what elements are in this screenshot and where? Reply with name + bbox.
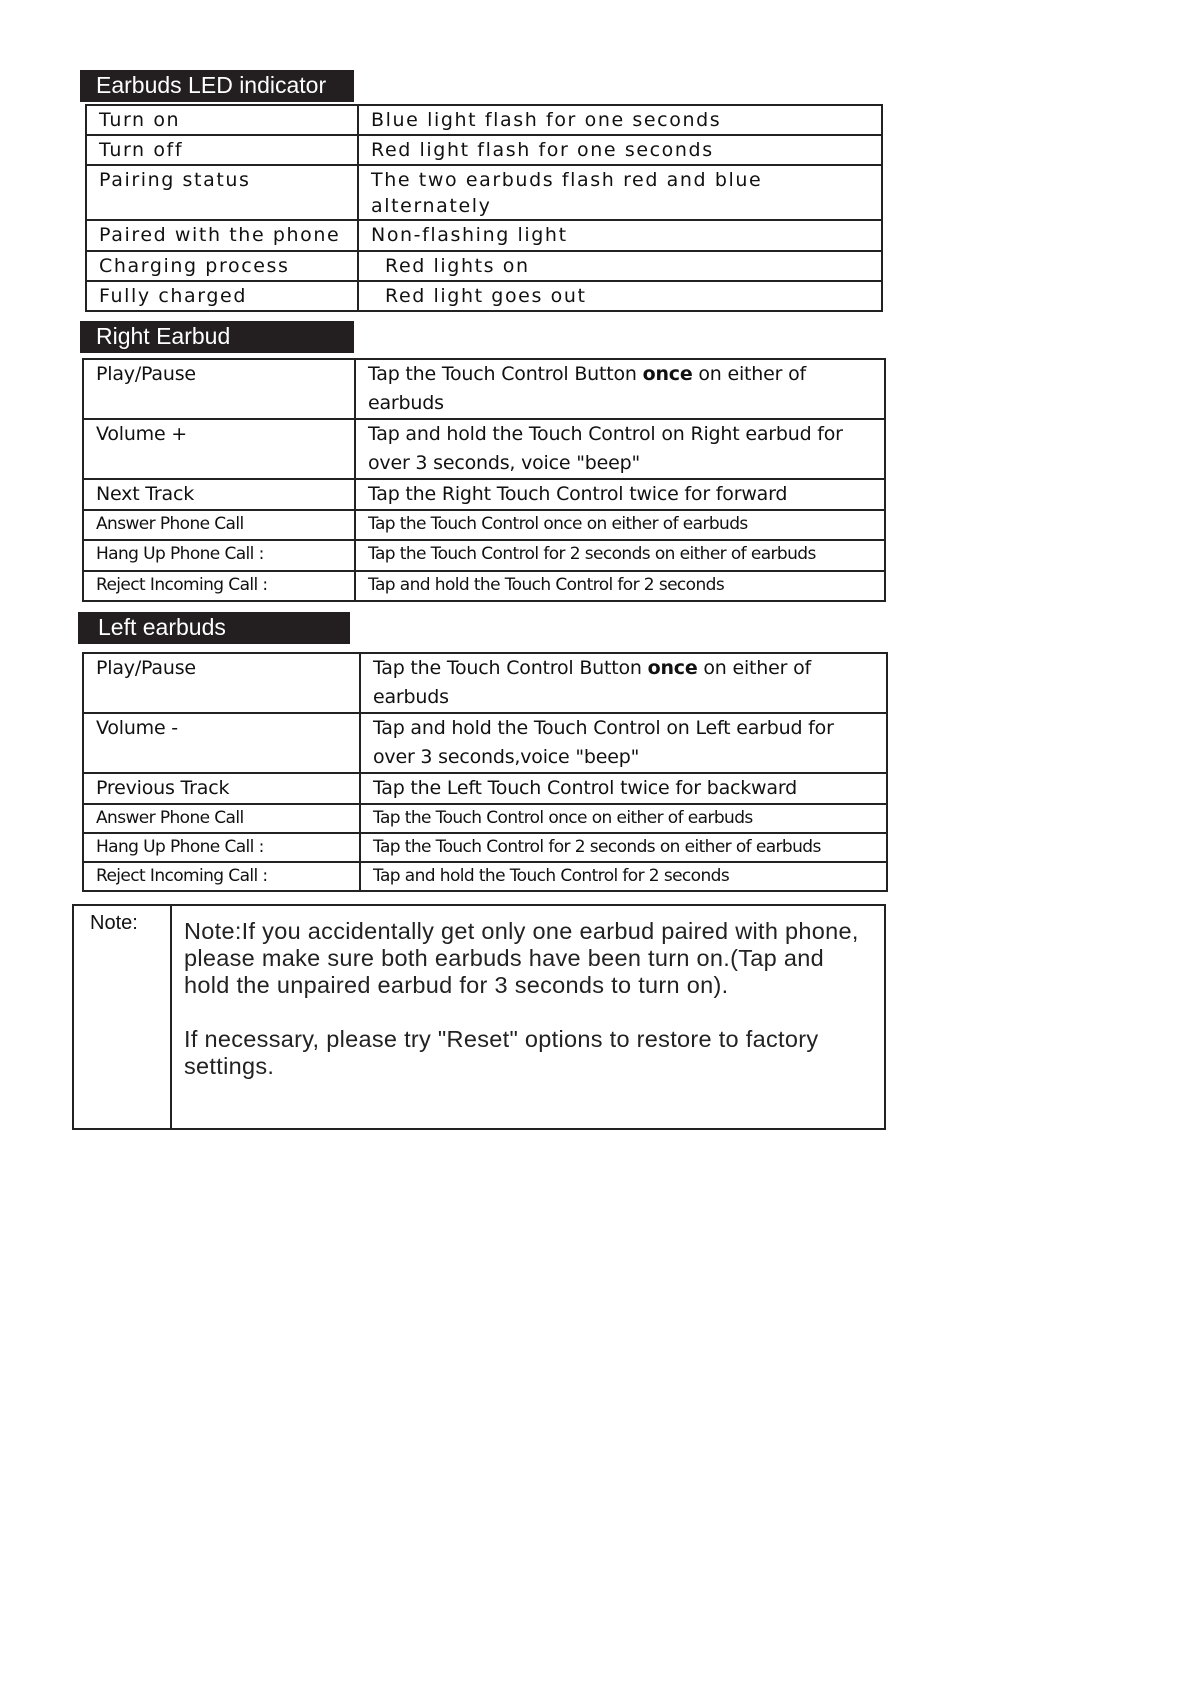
led-indicator-table	[85, 104, 883, 312]
table-row	[86, 220, 882, 251]
right-section-title: Right Earbud	[80, 321, 354, 353]
table-row	[86, 165, 882, 220]
note-label: Note:	[74, 906, 172, 1128]
row-label: Next Track	[83, 479, 355, 510]
row-label: Previous Track	[83, 773, 360, 804]
led-section-title: Earbuds LED indicator	[80, 70, 354, 102]
row-value: Tap the Touch Control for 2 seconds on either of earbuds	[360, 833, 887, 862]
left-earbud-table	[82, 652, 888, 892]
table-row	[83, 479, 885, 510]
row-value: Red lights on	[358, 251, 882, 281]
row-label: Reject Incoming Call :	[83, 862, 360, 891]
row-label: Paired with the phone	[86, 220, 358, 251]
row-label: Reject Incoming Call :	[83, 571, 355, 601]
row-label: Fully charged	[86, 281, 358, 311]
table-row	[83, 540, 885, 571]
row-value: Blue light flash for one seconds	[358, 105, 882, 135]
table-row	[86, 251, 882, 281]
table-row	[83, 773, 887, 804]
table-row	[83, 862, 887, 891]
row-value: Red light flash for one seconds	[358, 135, 882, 165]
row-label: Volume +	[83, 419, 355, 479]
table-row	[86, 281, 882, 311]
row-label: Turn off	[86, 135, 358, 165]
row-value: Tap and hold the Touch Control for 2 seconds	[355, 571, 885, 601]
note-box	[72, 904, 886, 1130]
row-label: Hang Up Phone Call :	[83, 540, 355, 571]
row-value: Tap and hold the Touch Control for 2 seconds	[360, 862, 887, 891]
emphasis: once	[642, 363, 693, 385]
table-row	[83, 833, 887, 862]
row-label: Charging process	[86, 251, 358, 281]
note-body	[172, 906, 884, 1128]
row-label: Answer Phone Call	[83, 804, 360, 833]
row-label: Hang Up Phone Call :	[83, 833, 360, 862]
note-paragraph: If necessary, please try "Reset" options to restore to factory settings.	[184, 1026, 819, 1079]
row-label: Answer Phone Call	[83, 510, 355, 540]
row-label: Pairing status	[86, 165, 358, 220]
row-value: Tap the Touch Control Button once on either of earbuds	[360, 653, 887, 713]
table-row	[83, 653, 887, 713]
table-row	[83, 510, 885, 540]
table-row	[83, 359, 885, 419]
row-label: Play/Pause	[83, 653, 360, 713]
note-paragraph: Note:If you accidentally get only one earbud paired with phone, please make sure both earbuds have been turn on.(Tap and hold the unpaired earbud for 3 seconds to turn on).	[184, 918, 859, 998]
row-value: Tap the Touch Control Button once on either of earbuds	[355, 359, 885, 419]
table-row	[86, 105, 882, 135]
table-row	[83, 571, 885, 601]
left-section-title: Left earbuds	[78, 612, 350, 644]
row-value: Tap the Touch Control once on either of earbuds	[360, 804, 887, 833]
row-value: Tap the Touch Control for 2 seconds on either of earbuds	[355, 540, 885, 571]
row-value: Tap the Left Touch Control twice for backward	[360, 773, 887, 804]
row-label: Volume -	[83, 713, 360, 773]
table-row	[83, 419, 885, 479]
table-row	[83, 713, 887, 773]
row-label: Play/Pause	[83, 359, 355, 419]
row-label: Turn on	[86, 105, 358, 135]
row-value: Tap the Touch Control once on either of earbuds	[355, 510, 885, 540]
row-value: Non-flashing light	[358, 220, 882, 251]
emphasis: once	[647, 657, 698, 679]
table-row	[86, 135, 882, 165]
row-value: Red light goes out	[358, 281, 882, 311]
row-value: Tap the Right Touch Control twice for forward	[355, 479, 885, 510]
row-value: Tap and hold the Touch Control on Right earbud for over 3 seconds, voice "beep"	[355, 419, 885, 479]
right-earbud-table	[82, 358, 886, 602]
row-value: The two earbuds flash red and blue alternately	[358, 165, 882, 220]
row-value: Tap and hold the Touch Control on Left earbud for over 3 seconds,voice "beep"	[360, 713, 887, 773]
table-row	[83, 804, 887, 833]
